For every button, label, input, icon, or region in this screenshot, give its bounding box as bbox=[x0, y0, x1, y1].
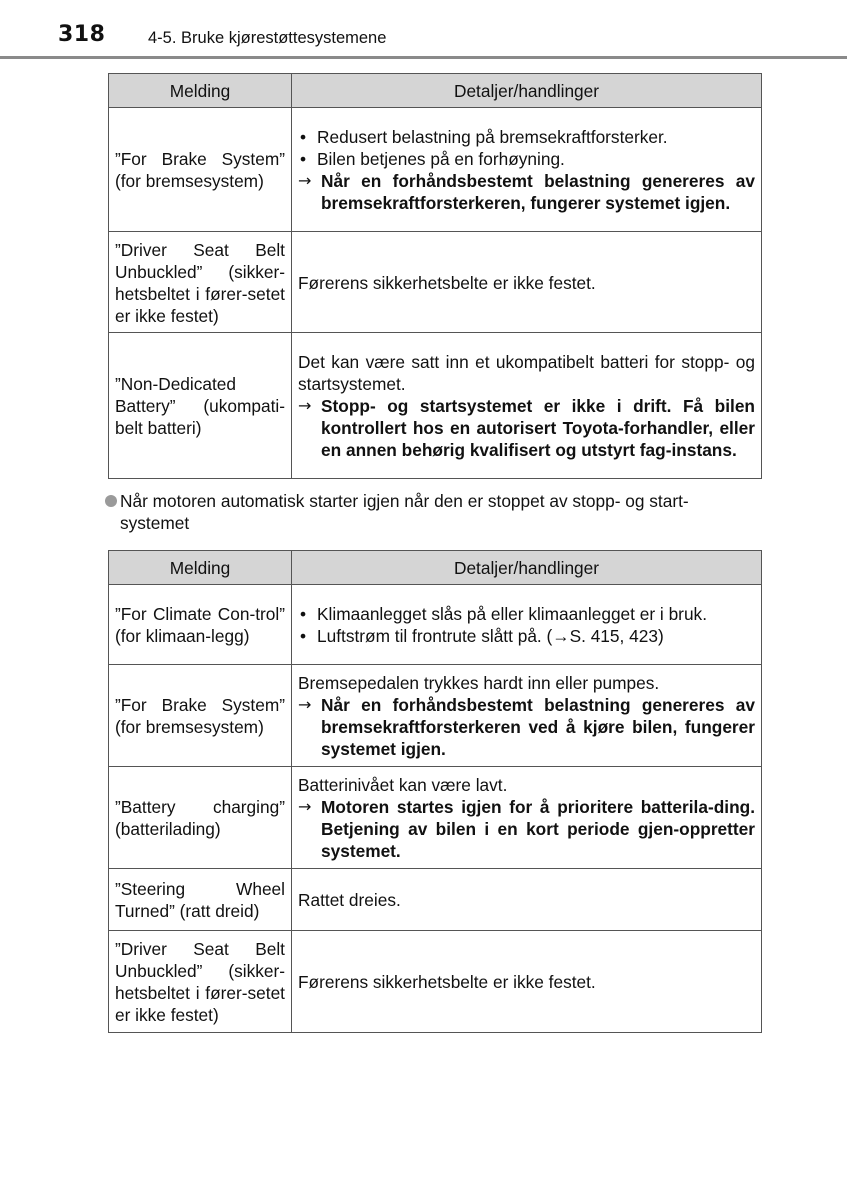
details-text: Bremsepedalen trykkes hardt inn eller pumpes. bbox=[298, 673, 660, 693]
column-header-details: Detaljer/handlinger bbox=[292, 74, 762, 108]
message-cell: ”For Brake System” (for bremsesystem) bbox=[109, 665, 292, 767]
message-cell: ”For Brake System” (for bremsesystem) bbox=[109, 108, 292, 232]
arrow-right-icon: → bbox=[298, 797, 312, 816]
column-header-details: Detaljer/handlinger bbox=[292, 551, 762, 585]
action-item bbox=[298, 796, 755, 862]
arrow-right-icon: → bbox=[298, 695, 312, 714]
table-row bbox=[109, 931, 762, 1033]
bullet-item bbox=[298, 126, 755, 148]
message-cell: ”Driver Seat Belt Unbuckled” (sikker-hetsbeltet i fører-setet er ikke festet) bbox=[109, 232, 292, 333]
bullet-item bbox=[298, 625, 755, 647]
table-row bbox=[109, 767, 762, 869]
table-header-row bbox=[109, 551, 762, 585]
details-cell bbox=[292, 108, 762, 232]
bullet-text: Luftstrøm til frontrute slått på. (→S. 415, 423) bbox=[317, 626, 664, 646]
action-text: Når en forhåndsbestemt belastning genereres av bremsekraftforsterkeren ved å kjøre bilen, fungerer systemet igjen. bbox=[321, 695, 755, 759]
bullet-icon: • bbox=[300, 626, 307, 646]
table-row bbox=[109, 585, 762, 665]
table-row bbox=[109, 108, 762, 232]
bullet-icon: • bbox=[300, 127, 307, 147]
action-text: Når en forhåndsbestemt belastning genereres av bremsekraftforsterkeren, fungerer systemet igjen. bbox=[321, 171, 755, 213]
action-text: Motoren startes igjen for å prioritere batterila-ding. Betjening av bilen i en kort periode gjen-oppretter systemet. bbox=[321, 797, 755, 861]
header-divider bbox=[0, 56, 847, 59]
details-cell bbox=[292, 767, 762, 869]
details-cell bbox=[292, 665, 762, 767]
message-cell: ”For Climate Con-trol” (for klimaan-legg) bbox=[109, 585, 292, 665]
bullet-icon: • bbox=[300, 149, 307, 169]
messages-table-2 bbox=[108, 550, 762, 1033]
note-text-2: systemet bbox=[120, 513, 190, 533]
details-text: Førerens sikkerhetsbelte er ikke festet. bbox=[298, 272, 596, 293]
note-text-1: Når motoren automatisk starter igjen når den er stoppet av stopp- og start- bbox=[120, 491, 689, 511]
action-item bbox=[298, 170, 755, 214]
details-cell bbox=[292, 931, 762, 1033]
table-row bbox=[109, 333, 762, 479]
section-title: 4-5. Bruke kjørestøttesystemene bbox=[148, 29, 387, 47]
table-row bbox=[109, 665, 762, 767]
page-header bbox=[0, 0, 847, 60]
table-row bbox=[109, 232, 762, 333]
message-cell: ”Battery charging” (batterilading) bbox=[109, 767, 292, 869]
bullet-text: Redusert belastning på bremsekraftforsterker. bbox=[317, 127, 668, 147]
details-text: Førerens sikkerhetsbelte er ikke festet. bbox=[298, 972, 596, 992]
bullet-icon: • bbox=[300, 604, 307, 624]
column-header-message: Melding bbox=[109, 74, 292, 108]
bullet-text: Klimaanlegget slås på eller klimaanlegget er i bruk. bbox=[317, 604, 707, 624]
section-note bbox=[105, 490, 761, 534]
details-text: Det kan være satt inn et ukompatibelt batteri for stopp- og startsystemet. bbox=[298, 352, 755, 394]
messages-table-1 bbox=[108, 73, 762, 479]
message-cell: ”Steering Wheel Turned” (ratt dreid) bbox=[109, 869, 292, 931]
column-header-message: Melding bbox=[109, 551, 292, 585]
note-line-1 bbox=[105, 490, 761, 512]
action-item bbox=[298, 395, 755, 461]
details-cell bbox=[292, 333, 762, 479]
message-cell: ”Non-Dedicated Battery” (ukompati-belt batteri) bbox=[109, 333, 292, 479]
action-item bbox=[298, 694, 755, 760]
table-header-row bbox=[109, 74, 762, 108]
bullet-item bbox=[298, 603, 755, 625]
details-cell bbox=[292, 585, 762, 665]
bullet-text: Bilen betjenes på en forhøyning. bbox=[317, 149, 565, 169]
details-text: Rattet dreies. bbox=[298, 890, 401, 910]
details-text: Batterinivået kan være lavt. bbox=[298, 775, 508, 795]
action-text: Stopp- og startsystemet er ikke i drift. Få bilen kontrollert hos en autorisert Toyota-forhandler, eller en annen behørig kvalifisert og utstyrt fag-instans. bbox=[321, 396, 755, 460]
table-row bbox=[109, 869, 762, 931]
message-cell: ”Driver Seat Belt Unbuckled” (sikker-hetsbeltet i fører-setet er ikke festet) bbox=[109, 931, 292, 1033]
details-cell bbox=[292, 869, 762, 931]
arrow-right-icon: → bbox=[298, 171, 312, 190]
page-number: 318 bbox=[58, 22, 106, 47]
bullet-item bbox=[298, 148, 755, 170]
details-cell bbox=[292, 232, 762, 333]
arrow-right-icon: → bbox=[298, 396, 312, 415]
gray-circle-bullet-icon bbox=[105, 495, 117, 507]
